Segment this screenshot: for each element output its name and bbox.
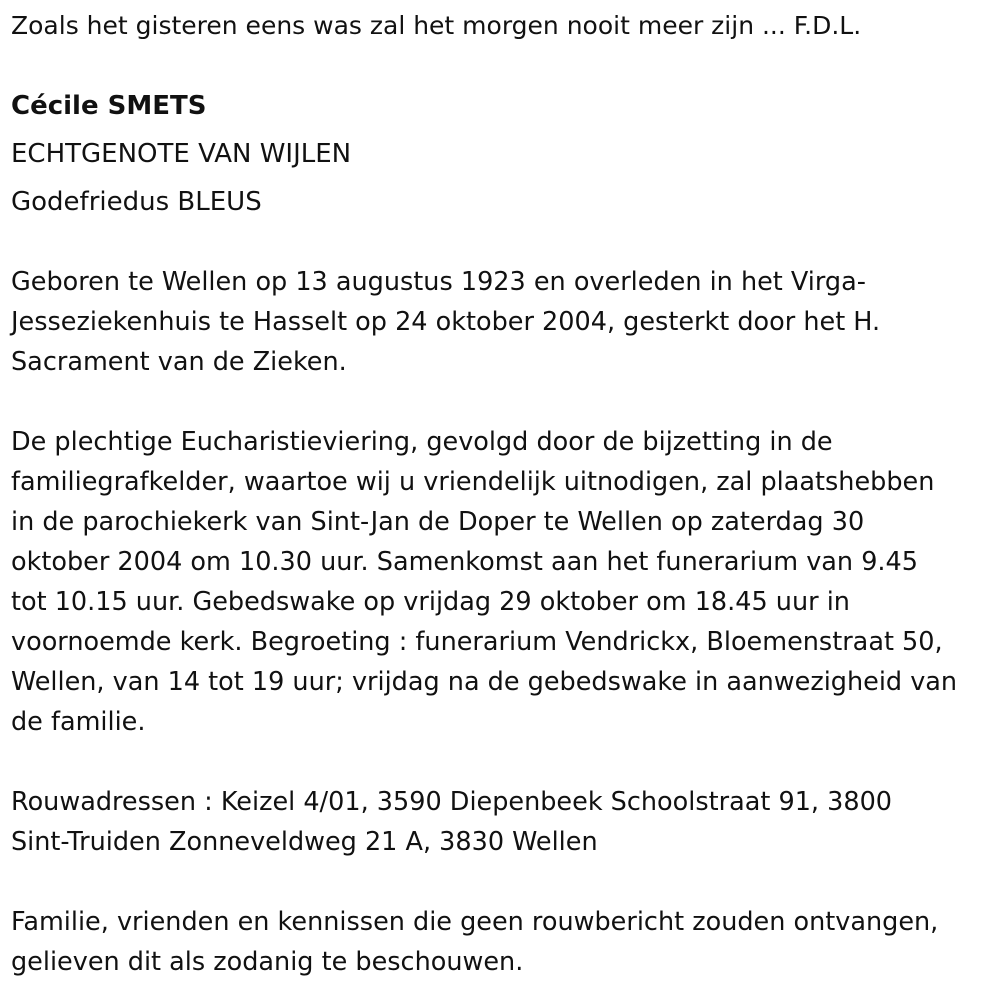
paragraph-line: in de parochiekerk van Sint-Jan de Doper te Wellen op zaterdag 30 xyxy=(11,507,865,537)
deceased-name: Cécile SMETS xyxy=(11,91,207,121)
birth-death-paragraph xyxy=(11,262,991,382)
paragraph-line: Sacrament van de Zieken. xyxy=(11,347,347,377)
paragraph-line: gelieven dit als zodanig te beschouwen. xyxy=(11,947,524,977)
paragraph-line: Geboren te Wellen op 13 augustus 1923 en overleden in het Virga- xyxy=(11,267,866,297)
paragraph-line: voornoemde kerk. Begroeting : funerarium Vendrickx, Bloemenstraat 50, xyxy=(11,627,943,657)
ceremony-paragraph xyxy=(11,422,991,742)
paragraph-line: oktober 2004 om 10.30 uur. Samenkomst aan het funerarium van 9.45 xyxy=(11,547,918,577)
paragraph-line: tot 10.15 uur. Gebedswake op vrijdag 29 oktober om 18.45 uur in xyxy=(11,587,850,617)
spouse-name: Godefriedus BLEUS xyxy=(11,187,262,217)
motto: Zoals het gisteren eens was zal het morgen nooit meer zijn ... F.D.L. xyxy=(11,11,862,40)
paragraph-line: Familie, vrienden en kennissen die geen rouwbericht zouden ontvangen, xyxy=(11,907,939,937)
paragraph-line: Jesseziekenhuis te Hasselt op 24 oktober 2004, gesterkt door het H. xyxy=(11,307,881,337)
paragraph-line: De plechtige Eucharistieviering, gevolgd door de bijzetting in de xyxy=(11,427,833,457)
relation-label: ECHTGENOTE VAN WIJLEN xyxy=(11,139,352,169)
paragraph-line: Rouwadressen : Keizel 4/01, 3590 Diepenbeek Schoolstraat 91, 3800 xyxy=(11,787,893,817)
paragraph-line: familiegrafkelder, waartoe wij u vriendelijk uitnodigen, zal plaatshebben xyxy=(11,467,935,497)
closing-paragraph xyxy=(11,902,991,982)
paragraph-line: de familie. xyxy=(11,707,146,737)
addresses-paragraph xyxy=(11,782,991,862)
paragraph-line: Wellen, van 14 tot 19 uur; vrijdag na de gebedswake in aanwezigheid van xyxy=(11,667,958,697)
paragraph-line: Sint-Truiden Zonneveldweg 21 A, 3830 Wellen xyxy=(11,827,598,857)
